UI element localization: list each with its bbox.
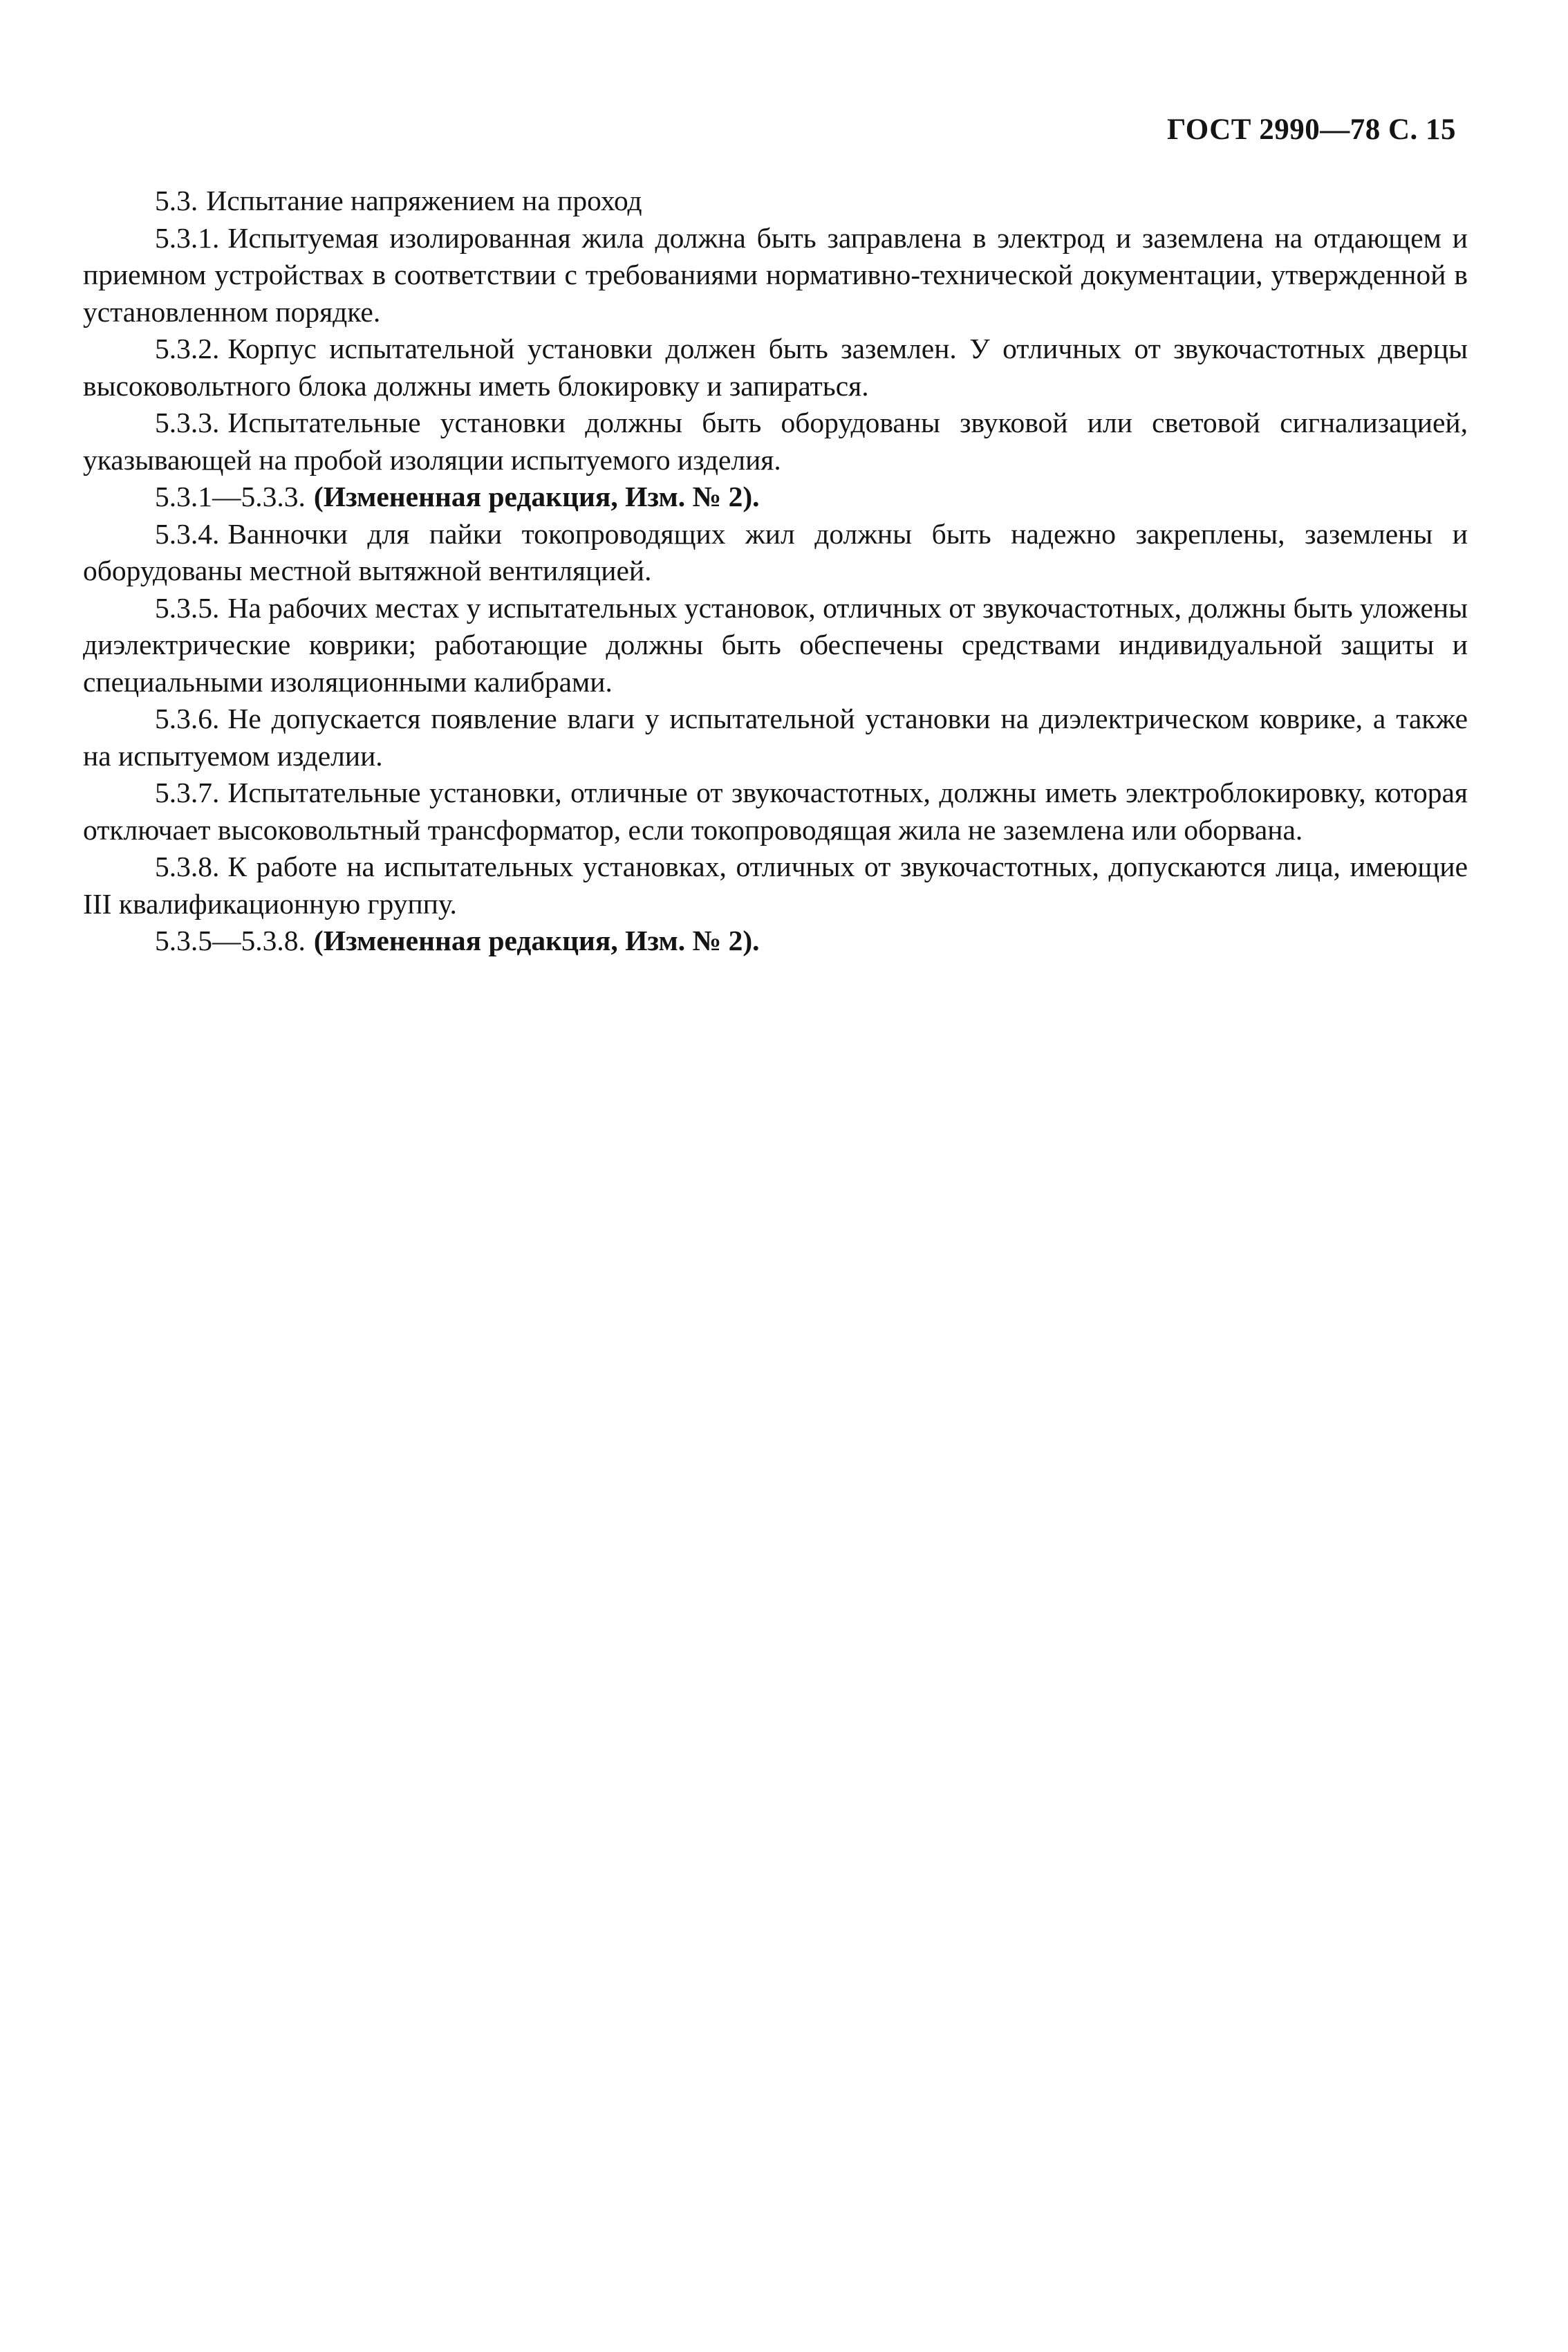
paragraph-text: Испытательные установки, отличные от звукочастотных, должны иметь электроблокировку, которая отключает высоковольтный трансформатор, если токопроводящая жила не заземлена или оборвана. [83,777,1468,846]
paragraph-number: 5.3.5. [155,591,220,624]
paragraph-text: Корпус испытательной установки должен быть заземлен. У отличных от звукочастотных дверцы высоковольтного блока должны иметь блокировку и запираться. [83,333,1468,402]
paragraph-number: 5.3.6. [155,703,220,734]
paragraph-number: 5.3.2. [155,333,220,364]
paragraph-5-3-4 [83,516,1468,590]
paragraph-5-3-1 [83,220,1468,331]
paragraph-5-3-5 [83,590,1468,701]
paragraph-text: Испытуемая изолированная жила должна быть заправлена в электрод и заземлена на отдающем и приемном устройствах в соответствии с требованиями нормативно-технической документации, утвержденной в установленном порядке. [83,221,1468,328]
amendment-note-5-3-5-5-3-8 [83,923,1468,960]
paragraph-number: 5.3.1. [155,221,220,254]
amendment-note-5-3-1-5-3-3 [83,479,1468,516]
document-body [83,183,1468,960]
amendment-note: (Измененная редакция, Изм. № 2). [313,925,760,956]
amendment-note: (Измененная редакция, Изм. № 2). [313,481,760,512]
paragraph-number: 5.3.7. [155,777,220,808]
paragraph-number: 5.3.8. [155,851,220,882]
paragraph-number: 5.3. [155,185,198,216]
paragraph-text: Испытательные установки должны быть оборудованы звуковой или световой сигнализацией, указывающей на пробой изоляции испытуемого изделия. [83,407,1468,476]
paragraph-text: На рабочих местах у испытательных установок, отличных от звукочастотных, должны быть уложены диэлектрические коврики; работающие должны быть обеспечены средствами индивидуальной защиты и специальными изоляционными калибрами. [83,591,1468,698]
running-header: ГОСТ 2990—78 С. 15 [1166,113,1456,146]
paragraph-text: Ванночки для пайки токопроводящих жил должны быть надежно закреплены, заземлены и оборудованы местной вытяжной вентиляцией. [83,517,1468,586]
paragraph-5-3-8 [83,849,1468,923]
paragraph-5-3-7 [83,775,1468,849]
paragraph-number: 5.3.5—5.3.8. [155,925,306,956]
paragraph-number: 5.3.3. [155,407,220,438]
paragraph-number: 5.3.1—5.3.3. [155,481,306,512]
paragraph-number: 5.3.4. [155,517,220,550]
paragraph-5-3-6 [83,701,1468,775]
paragraph-text: Испытание напряжением на проход [206,185,642,216]
paragraph-5-3-3 [83,405,1468,479]
paragraph-text: К работе на испытательных установках, отличных от звукочастотных, допускаются лица, имеющие III квалификационную группу. [83,851,1468,920]
paragraph-text: Не допускается появление влаги у испытательной установки на диэлектрическом коврике, а также на испытуемом изделии. [83,703,1468,772]
paragraph-5-3-2 [83,331,1468,405]
section-heading-5-3 [83,183,1468,220]
